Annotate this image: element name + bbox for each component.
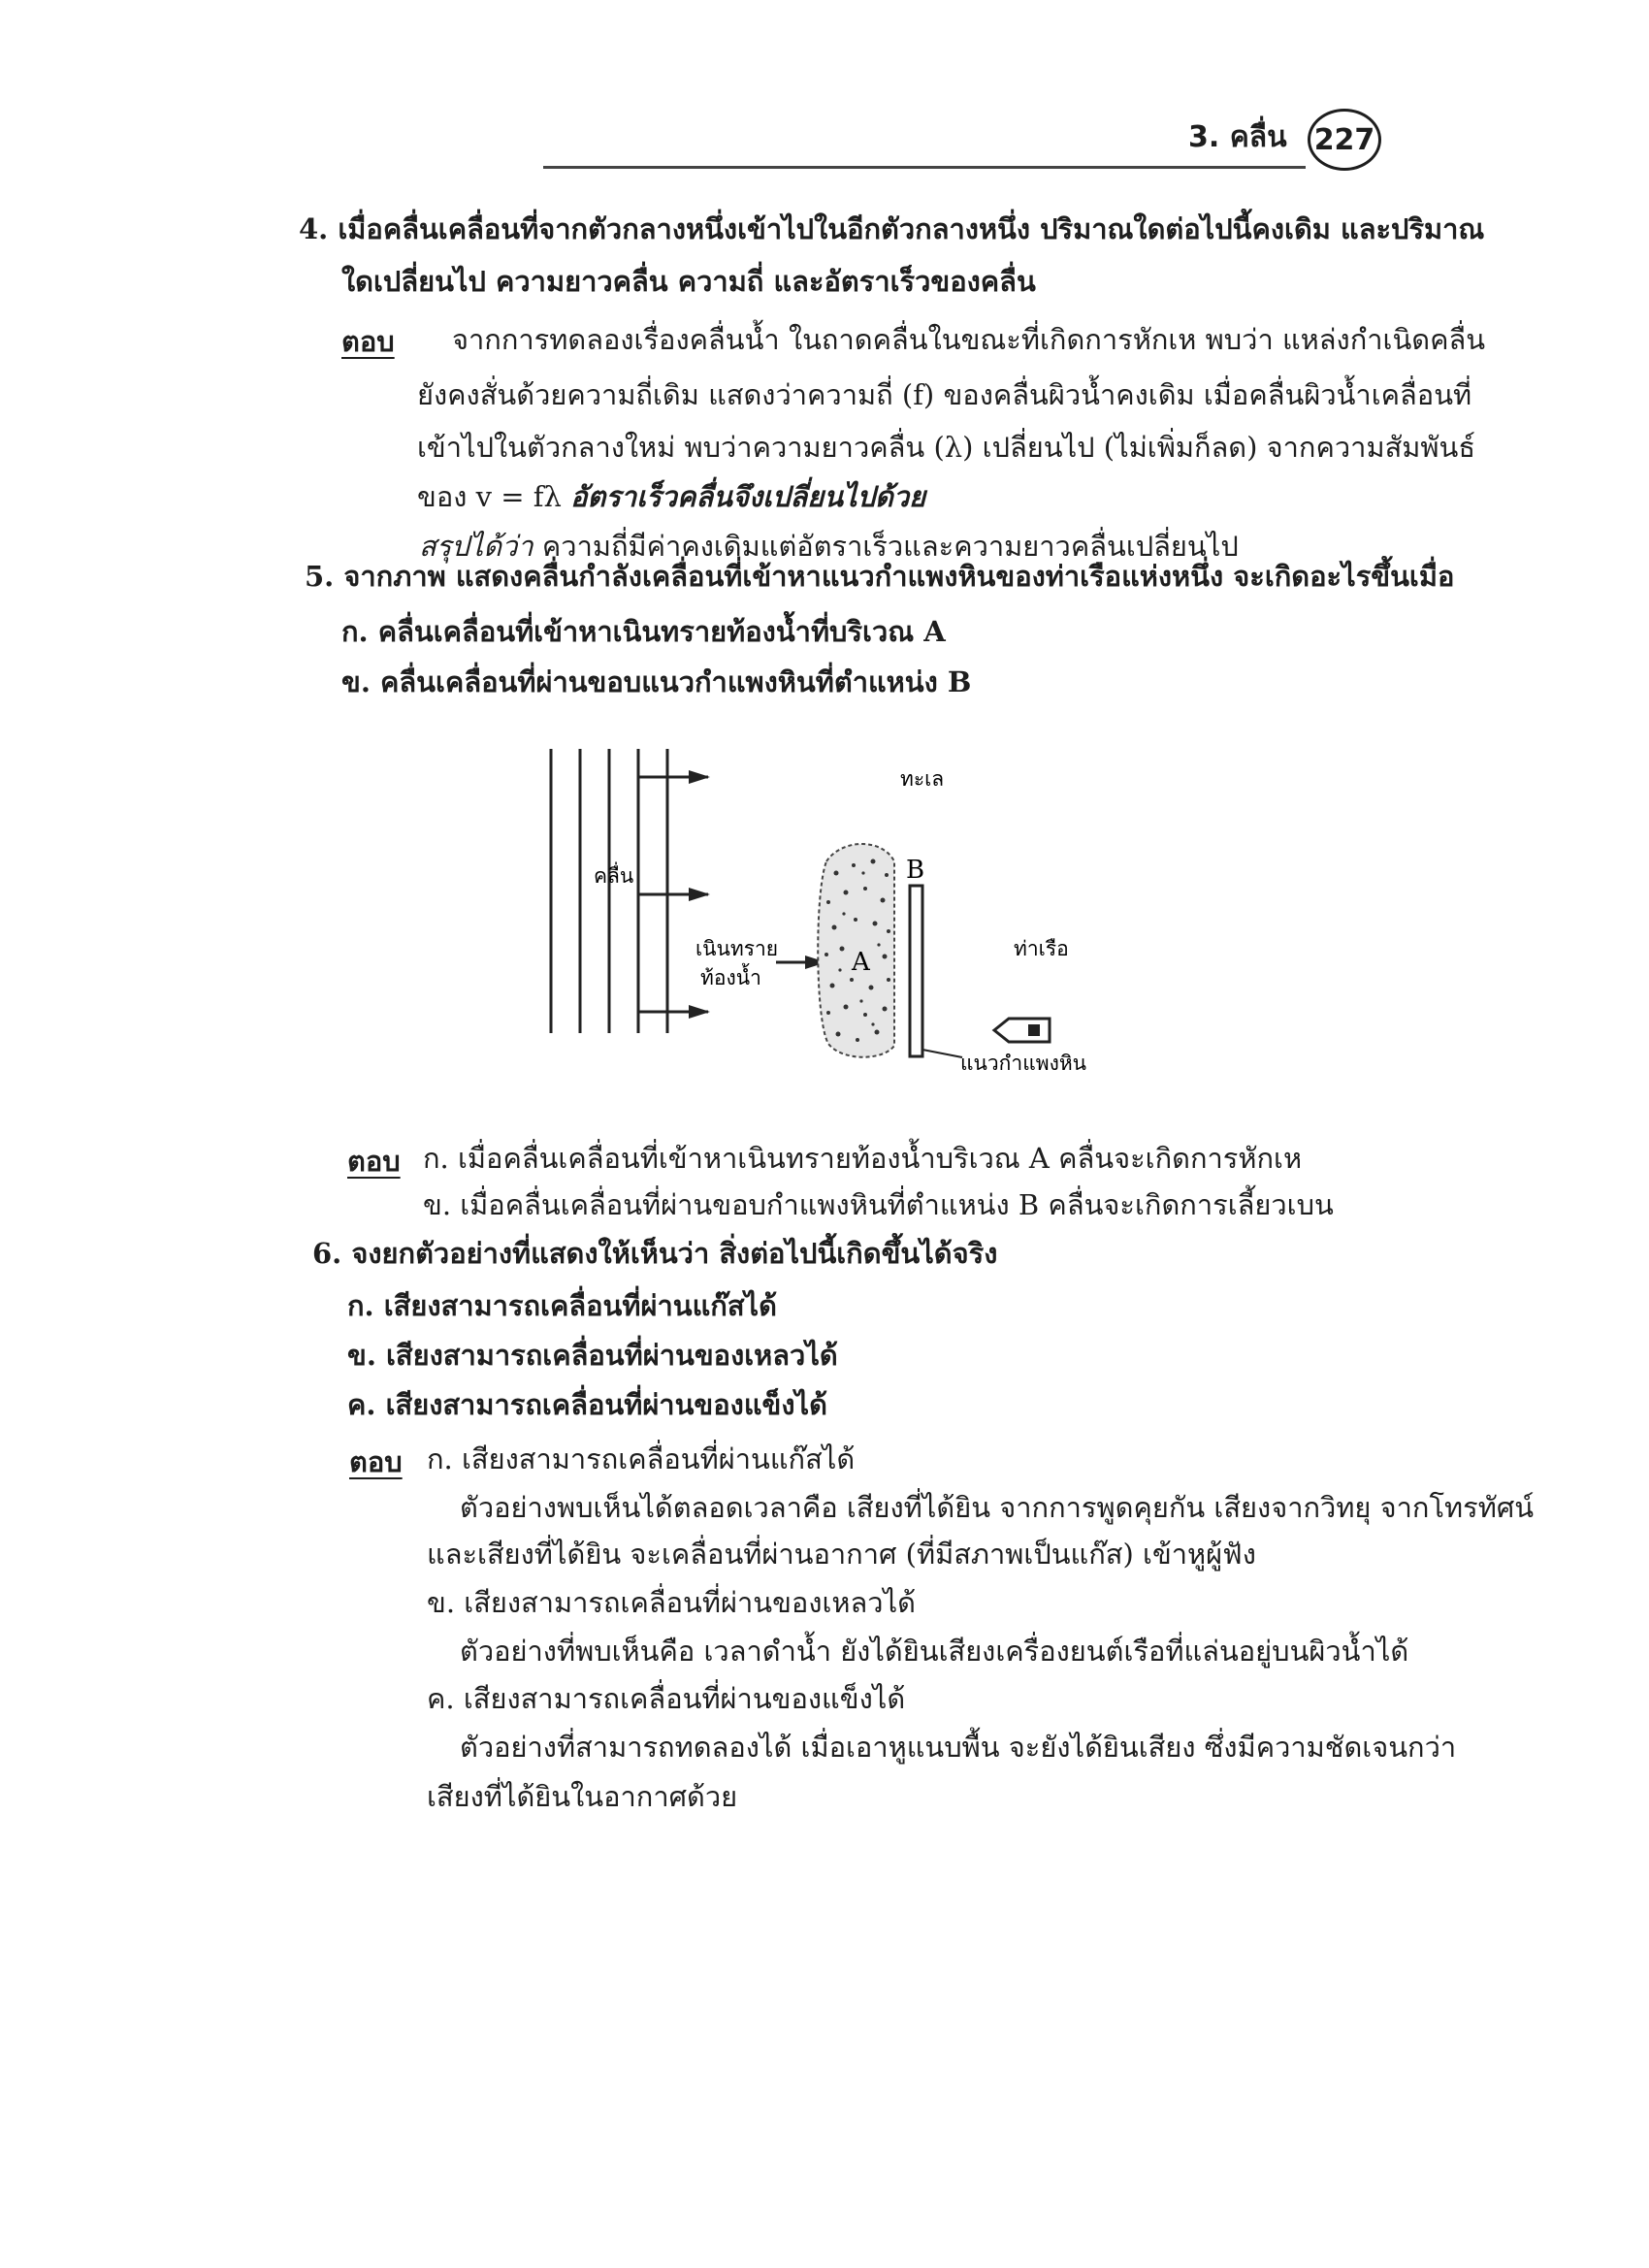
label-wave: คลื่น — [594, 864, 634, 888]
q4-answer-line-2: ยังคงสั่นด้วยความถี่เดิม แสดงว่าความถี่ (f) ของคลื่นผิวน้ำคงเดิม เมื่อคลื่นผิวน้ำเคลื่อนที่ — [417, 378, 1472, 411]
q4-conclusion — [419, 530, 1239, 563]
q5-answer-b: ข. เมื่อคลื่นเคลื่อนที่ผ่านขอบกำแพงหินที่ตำแหน่ง B คลื่นจะเกิดการเลี้ยวเบน — [423, 1188, 1334, 1221]
q4-question-line-1: 4. เมื่อคลื่นเคลื่อนที่จากตัวกลางหนึ่งเข้าไปในอีกตัวกลางหนึ่ง ปริมาณใดต่อไปนี้คงเดิม และปริมาณ — [299, 212, 1485, 245]
q6-answer-c-line-1: ตัวอย่างที่สามารถทดลองได้ เมื่อเอาหูแนบพื้น จะยังได้ยินเสียง ซึ่งมีความชัดเจนกว่า — [460, 1731, 1457, 1764]
label-b: B — [906, 856, 925, 885]
label-sea: ทะเล — [900, 767, 945, 791]
q4-conclusion-lead: สรุปได้ว่า — [419, 530, 534, 563]
label-rock-wall: แนวกำแพงหิน — [960, 1052, 1087, 1075]
q6-answer-a-line-1: ตัวอย่างพบเห็นได้ตลอดเวลาคือ เสียงที่ได้ยิน จากการพูดคุยกัน เสียงจากวิทยุ จากโทรทัศน์ — [460, 1491, 1535, 1524]
boat-icon — [994, 1019, 1050, 1042]
q6-item-b: ข. เสียงสามารถเคลื่อนที่ผ่านของเหลวได้ — [347, 1339, 838, 1372]
q6-item-a: ก. เสียงสามารถเคลื่อนที่ผ่านแก๊สได้ — [347, 1289, 777, 1322]
q4-question-line-2: ใดเปลี่ยนไป ความยาวคลื่น ความถี่ และอัตราเร็วของคลื่น — [341, 265, 1036, 298]
q4-answer-line-3: เข้าไปในตัวกลางใหม่ พบว่าความยาวคลื่น (λ) เปลี่ยนไป (ไม่เพิ่มก็ลด) จากความสัมพันธ์ — [417, 431, 1476, 464]
rock-wall — [910, 886, 922, 1056]
q6-answer-a-line-2: และเสียงที่ได้ยิน จะเคลื่อนที่ผ่านอากาศ (ที่มีสภาพเป็นแก๊ส) เข้าหูผู้ฟัง — [427, 1538, 1256, 1571]
label-sandbar-line-2: ท้องน้ำ — [700, 966, 761, 989]
q4-answer-label: ตอบ — [341, 325, 395, 358]
q6-item-c: ค. เสียงสามารถเคลื่อนที่ผ่านของแข็งได้ — [347, 1388, 827, 1421]
wave-harbor-diagram — [534, 737, 1116, 1086]
rock-wall-pointer-line — [922, 1050, 962, 1057]
q6-answer-b-line-1: ตัวอย่างที่พบเห็นคือ เวลาดำน้ำ ยังได้ยินเสียงเครื่องยนต์เรือที่แล่นอยู่บนผิวน้ำได้ — [460, 1635, 1409, 1668]
page-number-badge: 227 — [1308, 109, 1381, 171]
label-harbor: ท่าเรือ — [1014, 937, 1069, 960]
q6-answer-a-heading: ก. เสียงสามารถเคลื่อนที่ผ่านแก๊สได้ — [427, 1442, 856, 1475]
q6-question-line-1: 6. จงยกตัวอย่างที่แสดงให้เห็นว่า สิ่งต่อไปนี้เกิดขึ้นได้จริง — [312, 1237, 998, 1270]
label-sandbar-line-1: เนินทราย — [695, 937, 779, 960]
q4-answer-line-4-prefix: ของ v = fλ — [417, 480, 562, 513]
header-rule — [543, 166, 1306, 169]
q6-answer-b-heading: ข. เสียงสามารถเคลื่อนที่ผ่านของเหลวได้ — [427, 1586, 916, 1619]
label-a: A — [852, 948, 870, 977]
q5-question-line-1: 5. จากภาพ แสดงคลื่นกำลังเคลื่อนที่เข้าหาแนวกำแพงหินของท่าเรือแห่งหนึ่ง จะเกิดอะไรขึ้นเมื่อ — [305, 560, 1455, 593]
q5-answer-label: ตอบ — [347, 1145, 401, 1178]
q4-answer-line-4-emphasis: อัตราเร็วคลื่นจึงเปลี่ยนไปด้วย — [570, 480, 926, 513]
chapter-title: 3. คลื่น — [1188, 120, 1287, 154]
q4-conclusion-text: ความถี่มีค่าคงเดิมแต่อัตราเร็วและความยาวคลื่นเปลี่ยนไป — [541, 530, 1239, 563]
q5-item-a: ก. คลื่นเคลื่อนที่เข้าหาเนินทรายท้องน้ำที่บริเวณ A — [341, 615, 946, 648]
wave-fronts — [551, 749, 667, 1033]
q4-answer-line-1: จากการทดลองเรื่องคลื่นน้ำ ในถาดคลื่นในขณะที่เกิดการหักเห พบว่า แหล่งกำเนิดคลื่น — [452, 323, 1486, 356]
q5-item-b: ข. คลื่นเคลื่อนที่ผ่านขอบแนวกำแพงหินที่ตำแหน่ง B — [341, 665, 972, 698]
q5-answer-a: ก. เมื่อคลื่นเคลื่อนที่เข้าหาเนินทรายท้องน้ำบริเวณ A คลื่นจะเกิดการหักเห — [423, 1142, 1303, 1175]
q4-answer-line-4 — [417, 480, 926, 513]
q6-answer-label: ตอบ — [349, 1445, 403, 1478]
q6-answer-c-heading: ค. เสียงสามารถเคลื่อนที่ผ่านของแข็งได้ — [427, 1682, 906, 1715]
q6-answer-c-line-2: เสียงที่ได้ยินในอากาศด้วย — [427, 1780, 738, 1813]
